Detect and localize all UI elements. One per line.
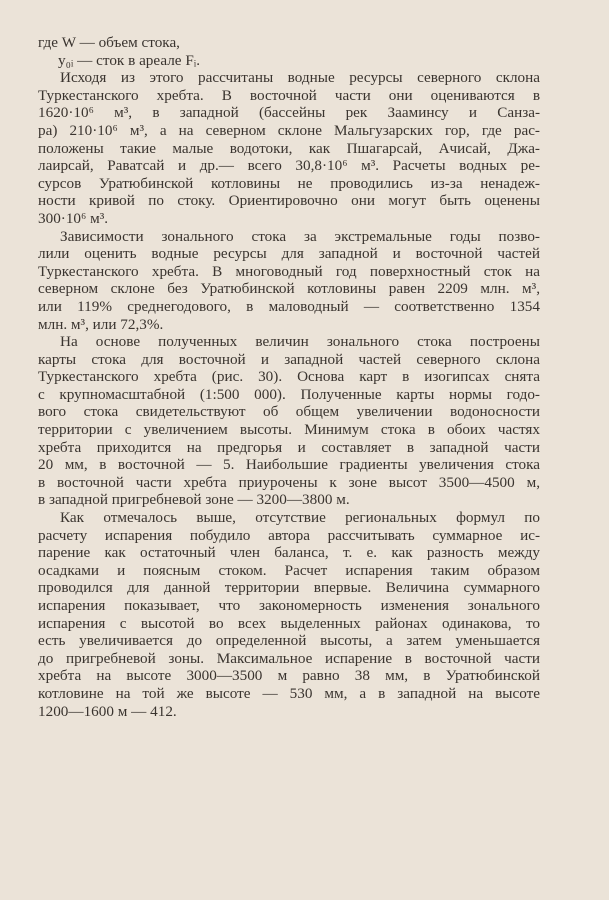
text-line: 20 мм, в восточной — 5. Наибольшие градиенты увеличения стока <box>38 456 540 474</box>
text-line: ра) 210·10⁶ м³, а на северном склоне Мальгузарских гор, где рас- <box>38 121 540 139</box>
text-line: котловине на той же высоте — 530 мм, а в западной на высоте <box>38 684 540 702</box>
text-line: проводился для данной территории впервые. Величина суммарного <box>38 579 540 597</box>
text-line: 1200—1600 м — 412. <box>38 702 177 720</box>
text-line: 1620·10⁶ м³, в западной (бассейны рек Зааминсу и Санза- <box>38 104 540 122</box>
text-line: испарения показывает, что закономерность изменения зонального <box>38 597 540 614</box>
text-line: Туркестанского хребта. В многоводный год поверхностный сток на <box>38 262 540 280</box>
text-line: млн. м³, или 72,3%. <box>38 315 164 333</box>
text-line: северном склоне без Уратюбинской котловины равен 2209 млн. м³, <box>38 280 540 298</box>
text-line: в восточной части хребта приурочены к зоне высот 3500—4500 м, <box>38 473 540 491</box>
page-text <box>38 34 540 720</box>
text-line: хребта приходится на предгорья и составляет в западной части <box>38 438 540 456</box>
text-line: сурсов Уратюбинской котловины не проводились из-за ненадеж- <box>38 174 540 192</box>
text-line: лили оценить водные ресурсы для западной и восточной частей <box>38 245 540 263</box>
intro-definitions <box>38 34 540 69</box>
text-line: или 119% среднегодового, в маловодный — соответственно 1354 <box>38 297 540 315</box>
text-line: Исходя из этого рассчитаны водные ресурсы северного склона <box>60 69 540 87</box>
text-line: Туркестанского хребта (рис. 30). Основа карт в изогипсах снята <box>38 368 540 386</box>
text-line: территории с увеличением высоты. Минимум стока в обоих частях <box>38 421 540 439</box>
text-line: карты стока для восточной и западной частей северного склона <box>38 350 540 368</box>
paragraph-water-resources <box>38 69 540 227</box>
text-line: парение как остаточный член баланса, т. е. как разность между <box>38 544 540 562</box>
text-line: в западной пригребневой зоне — 3200—3800 м. <box>38 491 350 509</box>
text-line: хребта на высоте 3000—3500 м равно 38 мм, в Уратюбинской <box>38 667 540 685</box>
text-line: лаирсай, Раватсай и др.— всего 30,8·10⁶ м³. Расчеты водных ре- <box>38 157 540 175</box>
definition-line: y₀ᵢ — сток в ареале Fᵢ. <box>58 51 201 69</box>
text-line: вого стока свидетельствуют об общем увеличении водоносности <box>38 403 540 421</box>
paragraph-runoff-maps <box>38 333 540 509</box>
text-line: 300·10⁶ м³. <box>38 209 109 227</box>
text-line: испарения с высотой во всех выделенных районах одинакова, то <box>38 614 540 632</box>
text-line: Как отмечалось выше, отсутствие региональных формул по <box>60 509 540 527</box>
text-line: На основе полученных величин зонального стока построены <box>60 333 540 351</box>
text-line: с крупномасштабной (1:500 000). Полученные карты нормы годо- <box>38 385 540 403</box>
text-line: есть увеличивается до определенной высоты, а затем уменьшается <box>38 632 540 650</box>
definition-line: где W — объем стока, <box>38 34 180 51</box>
text-line: до пригребневой зоны. Максимальное испарение в восточной части <box>38 649 540 667</box>
text-line: положены такие малые водотоки, как Пшагарсай, Ачисай, Джа- <box>38 139 540 157</box>
paragraph-evaporation <box>38 509 540 720</box>
text-line: осадками и поясным стоком. Расчет испарения таким образом <box>38 561 540 579</box>
text-line: Зависимости зонального стока за экстремальные годы позво- <box>60 227 540 245</box>
text-line: ности кривой по стоку. Ориентировочно они могут быть оценены <box>38 192 540 210</box>
text-line: расчету испарения побудило автора рассчитывать суммарное ис- <box>38 526 540 544</box>
text-line: Туркестанского хребта. В восточной части они оцениваются в <box>38 86 540 104</box>
paragraph-extreme-years <box>38 228 540 334</box>
